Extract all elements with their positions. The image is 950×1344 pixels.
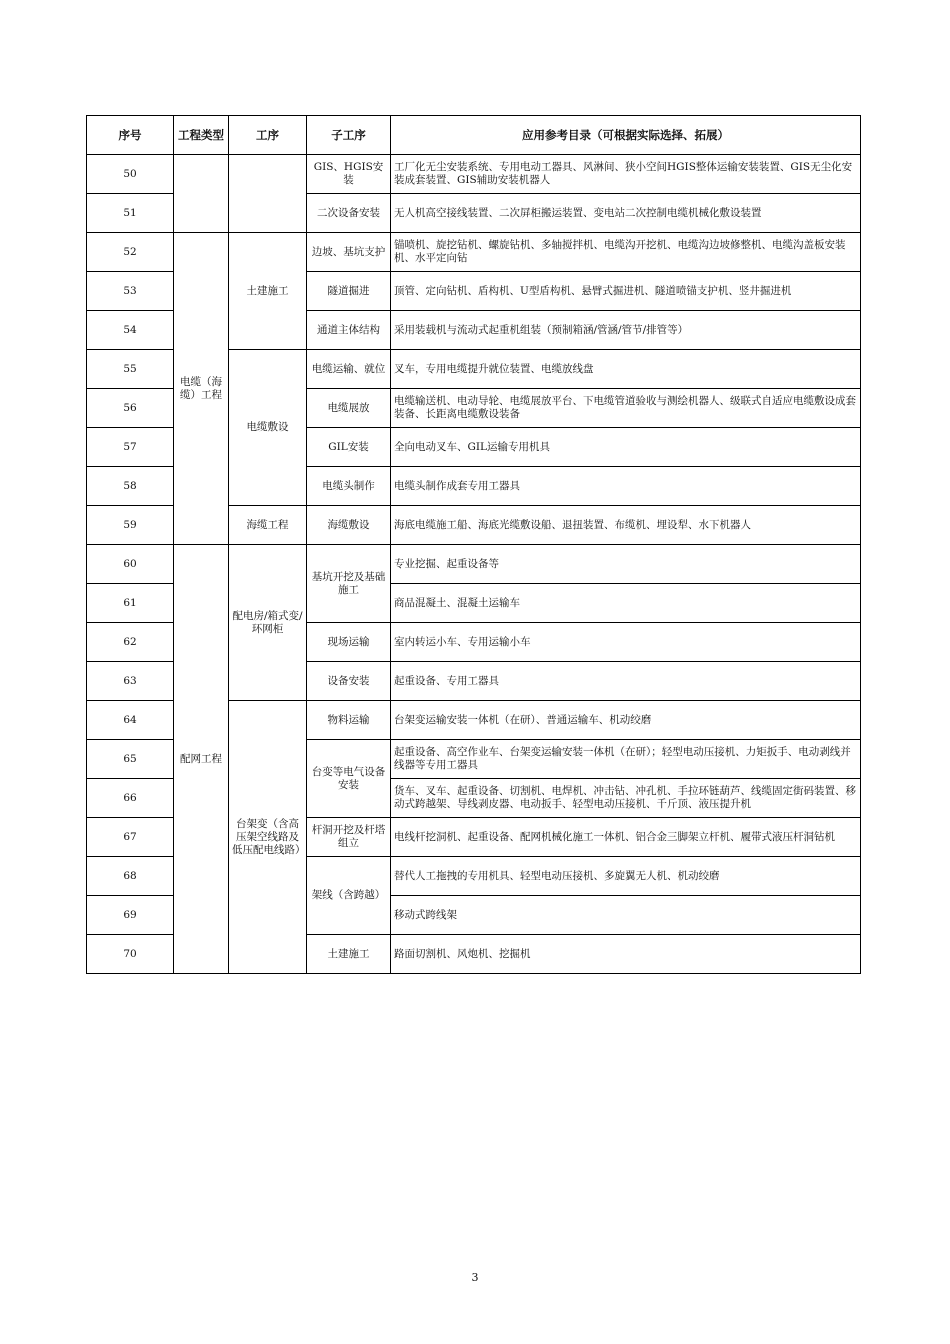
reference-cell: 货车、叉车、起重设备、切割机、电焊机、冲击钻、冲孔机、手拉环链葫芦、线缆固定街码装置、移动式跨越架、导线剥皮器、电动扳手、轻型电动压接机、千斤顶、液压提升机	[391, 779, 861, 818]
subprocess-cell: 土建施工	[307, 935, 391, 974]
row-seq: 69	[87, 896, 174, 935]
header-type: 工程类型	[174, 116, 229, 155]
table-row	[87, 155, 861, 194]
row-seq: 65	[87, 740, 174, 779]
reference-cell: 台架变运输安装一体机（在研）、普通运输车、机动绞磨	[391, 701, 861, 740]
subprocess-cell: GIS、HGIS安装	[307, 155, 391, 194]
row-seq: 66	[87, 779, 174, 818]
subprocess-cell: 边坡、基坑支护	[307, 233, 391, 272]
header-seq: 序号	[87, 116, 174, 155]
reference-cell: 路面切割机、风炮机、挖掘机	[391, 935, 861, 974]
row-seq: 64	[87, 701, 174, 740]
row-seq: 63	[87, 662, 174, 701]
row-seq: 68	[87, 857, 174, 896]
reference-cell: 工厂化无尘安装系统、专用电动工器具、风淋间、狭小空间HGIS整体运输安装装置、GIS无尘化安装成套装置、GIS辅助安装机器人	[391, 155, 861, 194]
reference-cell: 海底电缆施工船、海底光缆敷设船、退扭装置、布缆机、埋设犁、水下机器人	[391, 506, 861, 545]
row-seq: 62	[87, 623, 174, 662]
row-seq: 61	[87, 584, 174, 623]
row-seq: 60	[87, 545, 174, 584]
subprocess-cell: 二次设备安装	[307, 194, 391, 233]
reference-cell: 锚喷机、旋挖钻机、螺旋钻机、多轴搅拌机、电缆沟开挖机、电缆沟边坡修整机、电缆沟盖板安装机、水平定向钻	[391, 233, 861, 272]
process-cell-empty	[229, 155, 307, 233]
table-row	[87, 233, 861, 272]
reference-catalog-table	[86, 115, 861, 974]
process-cell: 海缆工程	[229, 506, 307, 545]
reference-cell: 起重设备、高空作业车、台架变运输安装一体机（在研）；轻型电动压接机、力矩扳手、电动剥线并线器等专用工器具	[391, 740, 861, 779]
row-seq: 67	[87, 818, 174, 857]
process-cell: 配电房/箱式变/环网柜	[229, 545, 307, 701]
reference-cell: 移动式跨线架	[391, 896, 861, 935]
row-seq: 50	[87, 155, 174, 194]
row-seq: 59	[87, 506, 174, 545]
subprocess-cell: 通道主体结构	[307, 311, 391, 350]
reference-cell: 室内转运小车、专用运输小车	[391, 623, 861, 662]
reference-cell: 叉车，专用电缆提升就位装置、电缆放线盘	[391, 350, 861, 389]
reference-cell: 顶管、定向钻机、盾构机、U型盾构机、悬臂式掘进机、隧道喷锚支护机、竖井掘进机	[391, 272, 861, 311]
type-cell: 配网工程	[174, 545, 229, 974]
header-reference: 应用参考目录（可根据实际选择、拓展）	[391, 116, 861, 155]
subprocess-cell: 架线（含跨越）	[307, 857, 391, 935]
row-seq: 54	[87, 311, 174, 350]
process-cell: 土建施工	[229, 233, 307, 350]
row-seq: 58	[87, 467, 174, 506]
process-cell: 电缆敷设	[229, 350, 307, 506]
header-subprocess: 子工序	[307, 116, 391, 155]
row-seq: 52	[87, 233, 174, 272]
reference-cell: 专业挖掘、起重设备等	[391, 545, 861, 584]
reference-cell: 商品混凝土、混凝土运输车	[391, 584, 861, 623]
table-row	[87, 545, 861, 584]
reference-cell: 电缆头制作成套专用工器具	[391, 467, 861, 506]
reference-cell: 无人机高空接线装置、二次屏柜搬运装置、变电站二次控制电缆机械化敷设装置	[391, 194, 861, 233]
subprocess-cell: 电缆运输、就位	[307, 350, 391, 389]
header-row	[87, 116, 861, 155]
header-process: 工序	[229, 116, 307, 155]
reference-cell: 电缆输送机、电动导轮、电缆展放平台、下电缆管道验收与测绘机器人、级联式自适应电缆敷设成套装备、长距离电缆敷设装备	[391, 389, 861, 428]
subprocess-cell: 物料运输	[307, 701, 391, 740]
subprocess-cell: 隧道掘进	[307, 272, 391, 311]
subprocess-cell: 设备安装	[307, 662, 391, 701]
process-cell: 台架变（含高压架空线路及低压配电线路）	[229, 701, 307, 974]
reference-cell: 电线杆挖洞机、起重设备、配网机械化施工一体机、铝合金三脚架立杆机、履带式液压杆洞钻机	[391, 818, 861, 857]
subprocess-cell: 电缆头制作	[307, 467, 391, 506]
row-seq: 56	[87, 389, 174, 428]
type-cell-empty	[174, 155, 229, 233]
reference-cell: 全向电动叉车、GIL运输专用机具	[391, 428, 861, 467]
subprocess-cell: GIL安装	[307, 428, 391, 467]
subprocess-cell: 基坑开挖及基础施工	[307, 545, 391, 623]
subprocess-cell: 杆洞开挖及杆塔组立	[307, 818, 391, 857]
row-seq: 55	[87, 350, 174, 389]
row-seq: 57	[87, 428, 174, 467]
type-cell: 电缆（海缆）工程	[174, 233, 229, 545]
subprocess-cell: 台变等电气设备安装	[307, 740, 391, 818]
subprocess-cell: 现场运输	[307, 623, 391, 662]
row-seq: 51	[87, 194, 174, 233]
page-number: 3	[471, 1271, 479, 1284]
subprocess-cell: 海缆敷设	[307, 506, 391, 545]
reference-cell: 采用装载机与流动式起重机组装（预制箱涵/管涵/管节/排管等）	[391, 311, 861, 350]
reference-cell: 起重设备、专用工器具	[391, 662, 861, 701]
subprocess-cell: 电缆展放	[307, 389, 391, 428]
row-seq: 53	[87, 272, 174, 311]
row-seq: 70	[87, 935, 174, 974]
reference-cell: 替代人工拖拽的专用机具、轻型电动压接机、多旋翼无人机、机动绞磨	[391, 857, 861, 896]
